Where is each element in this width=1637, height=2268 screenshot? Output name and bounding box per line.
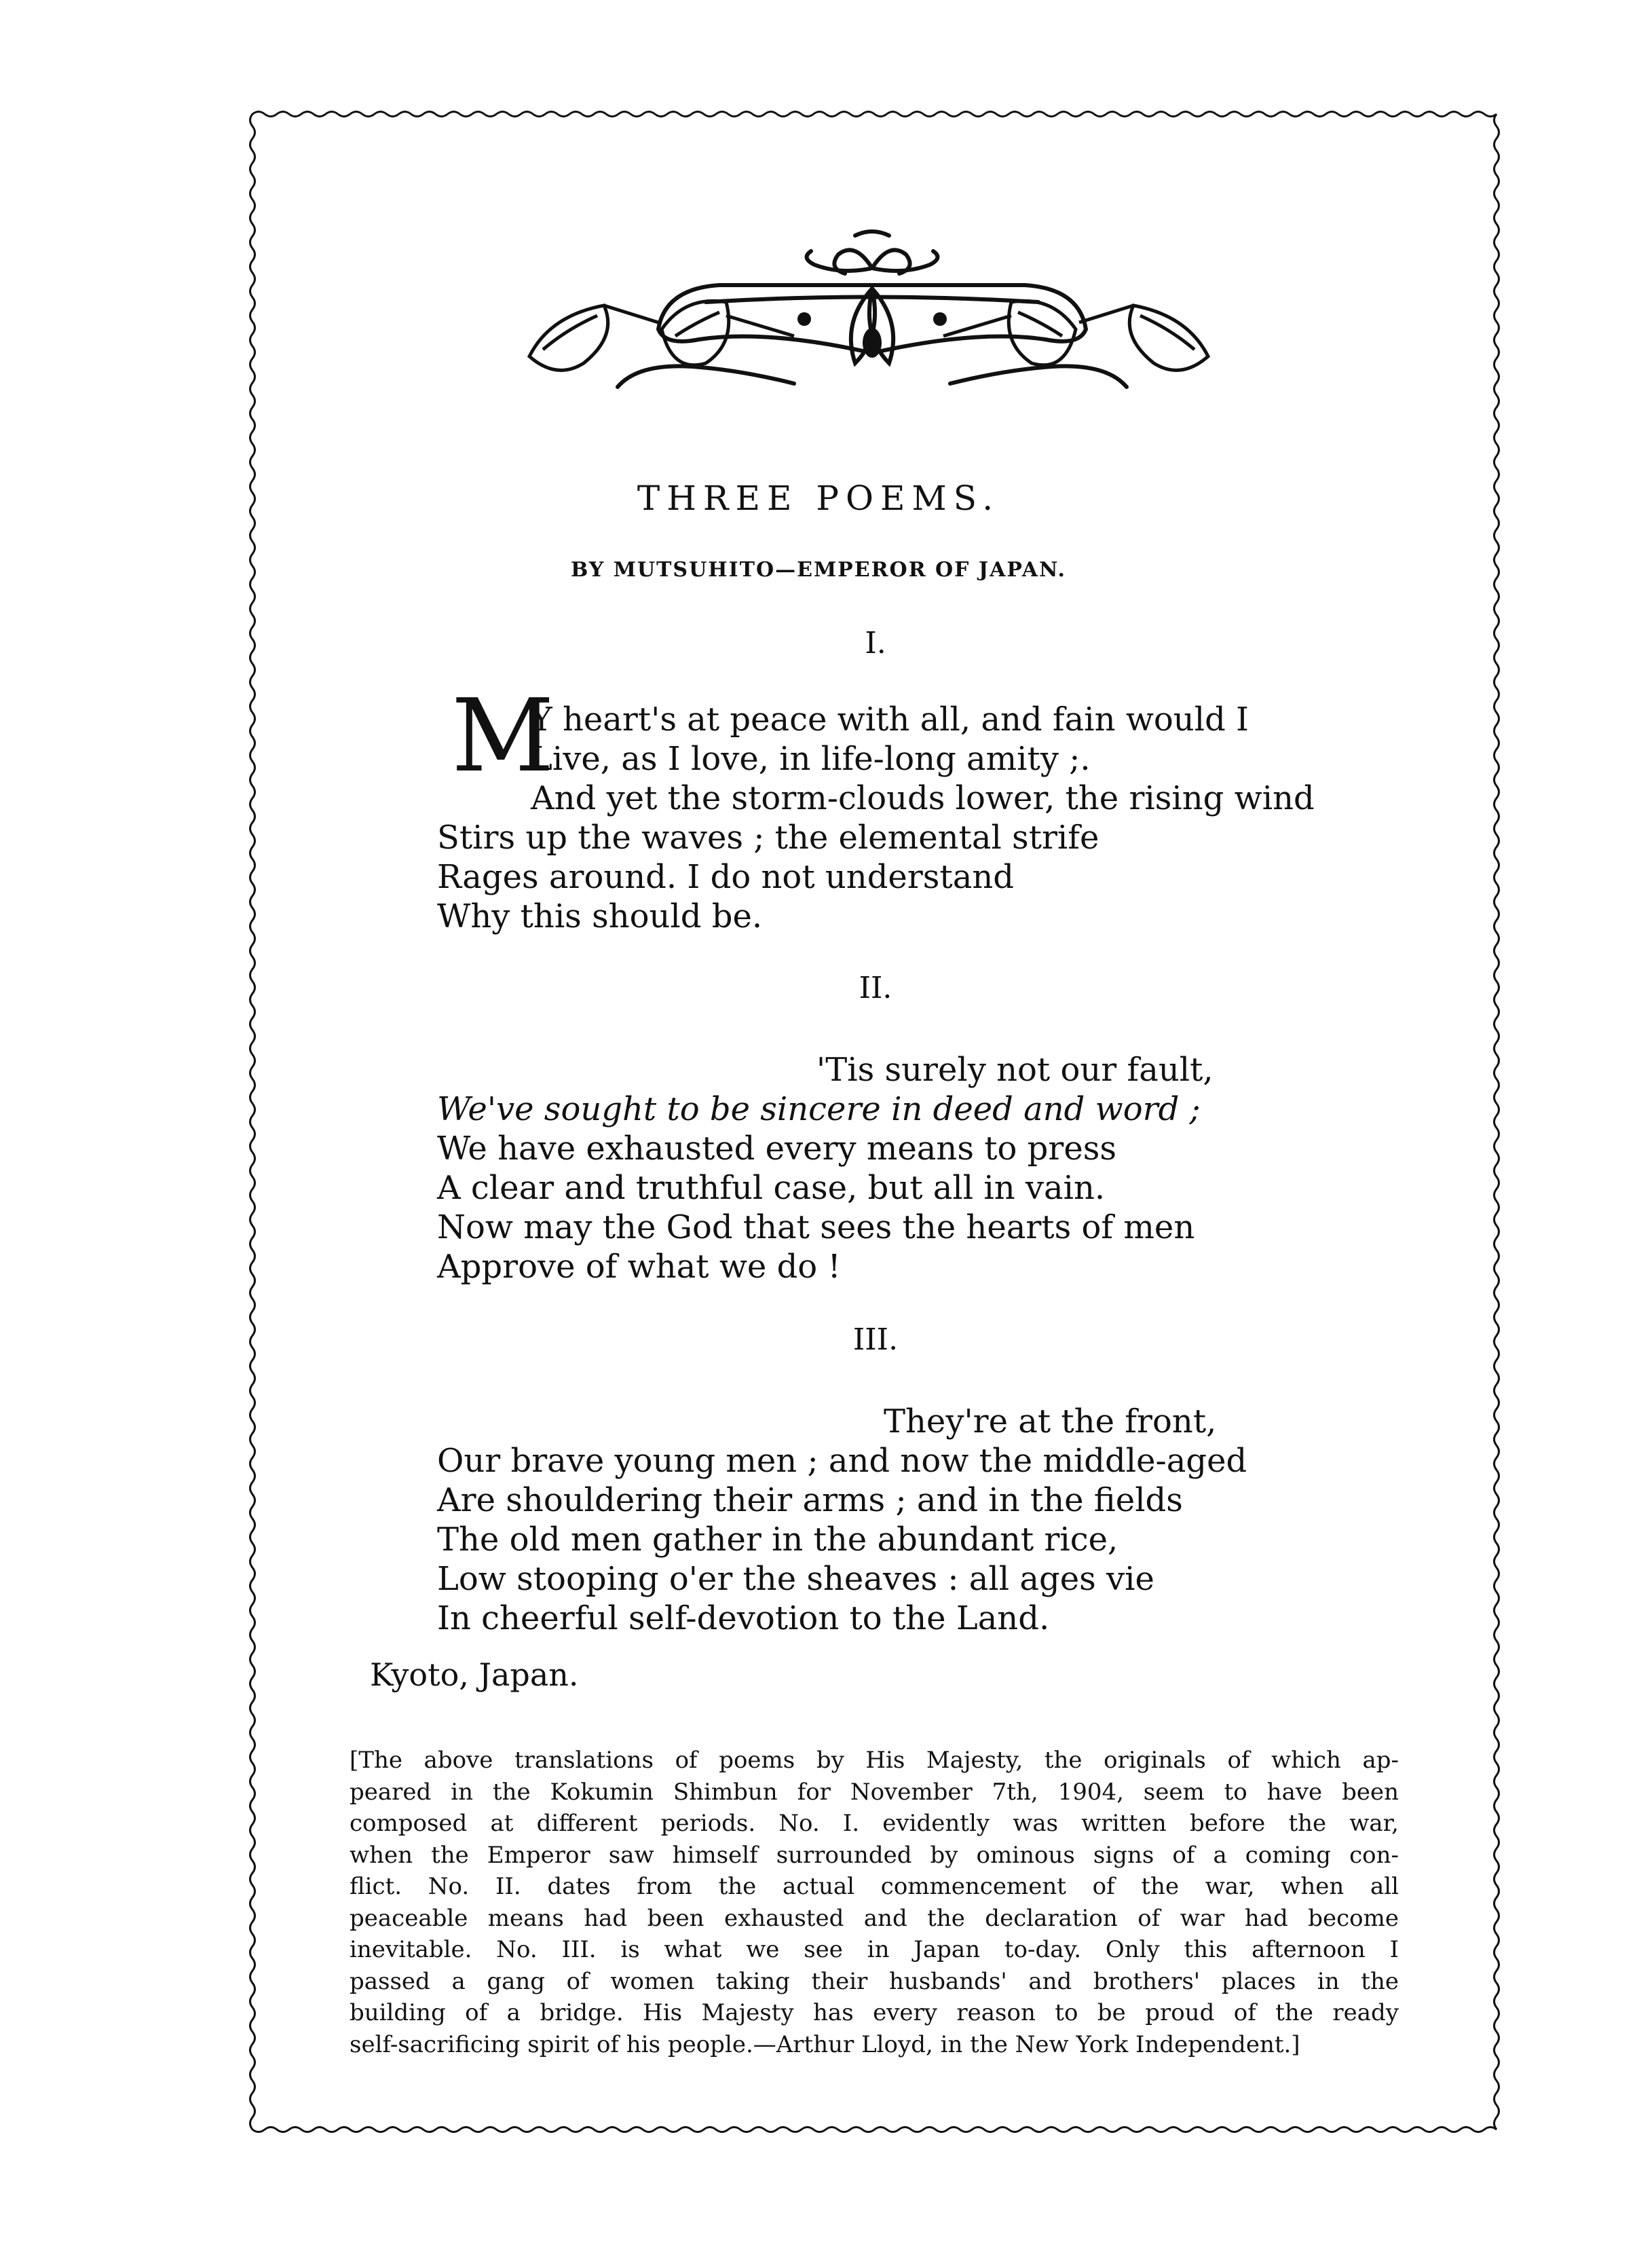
place-line: Kyoto, Japan.	[370, 1656, 579, 1693]
note-line: peared in the Kokumin Shimbun for November 7th, 1904, seem to have been	[350, 1778, 1399, 1806]
poem-1-line-1: Y heart's at peace with all, and fain would I	[531, 701, 1249, 739]
poem-1-line-5: Rages around. I do not understand	[437, 858, 1014, 896]
poem-3-numeral: III.	[852, 1322, 899, 1357]
drop-cap: M	[451, 677, 554, 794]
poem-3-line-5: Low stooping o'er the sheaves : all ages vie	[437, 1560, 1154, 1598]
note-line: self-sacrificing spirit of his people.—Arthur Lloyd, in the New York Independent.]	[350, 2030, 1300, 2058]
poem-3-line-6: In cheerful self-devotion to the Land.	[437, 1599, 1050, 1637]
byline: BY MUTSUHITO—EMPEROR OF JAPAN.	[571, 558, 1066, 582]
poem-1-line-6: Why this should be.	[437, 897, 763, 935]
poem-1-line-4: Stirs up the waves ; the elemental strife	[437, 819, 1099, 857]
poem-2-line-2: We've sought to be sincere in deed and word ;	[437, 1090, 1201, 1128]
note-line: composed at different periods. No. I. evidently was written before the war,	[350, 1810, 1399, 1837]
note-line: when the Emperor saw himself surrounded by ominous signs of a coming con-	[350, 1841, 1399, 1869]
note-line: building of a bridge. His Majesty has every reason to be proud of the ready	[350, 1999, 1399, 2026]
poem-2-line-3: We have exhausted every means to press	[437, 1130, 1117, 1168]
ornament-vignette	[502, 227, 1235, 417]
note-line: [The above translations of poems by His Majesty, the originals of which ap-	[350, 1747, 1399, 1774]
poem-3-line-1: They're at the front,	[884, 1402, 1217, 1440]
poem-3-line-4: The old men gather in the abundant rice,	[437, 1521, 1118, 1559]
poem-2-numeral: II.	[859, 971, 892, 1005]
poem-2-line-6: Approve of what we do !	[437, 1248, 841, 1286]
editorial-note	[350, 1745, 1399, 2060]
poem-1-line-2: Live, as I love, in life-long amity ;.	[531, 740, 1091, 778]
note-line: flict. No. II. dates from the actual commencement of the war, when all	[350, 1873, 1399, 1900]
poem-3-line-3: Are shouldering their arms ; and in the fields	[437, 1481, 1183, 1519]
poem-2-line-4: A clear and truthful case, but all in vain.	[437, 1169, 1106, 1207]
poem-3-line-2: Our brave young men ; and now the middle-aged	[437, 1442, 1247, 1480]
note-line: passed a gang of women taking their husbands' and brothers' places in the	[350, 1967, 1399, 1995]
page-title: THREE POEMS.	[637, 479, 1000, 518]
note-line: peaceable means had been exhausted and the declaration of war had become	[350, 1904, 1399, 1932]
poem-1-line-3: And yet the storm-clouds lower, the rising wind	[531, 779, 1315, 817]
poem-2-line-1: 'Tis surely not our fault,	[816, 1051, 1213, 1089]
poem-1-numeral: I.	[865, 626, 886, 661]
note-line: inevitable. No. III. is what we see in Japan to-day. Only this afternoon I	[350, 1936, 1399, 1963]
poem-2-line-5: Now may the God that sees the hearts of men	[437, 1208, 1195, 1246]
